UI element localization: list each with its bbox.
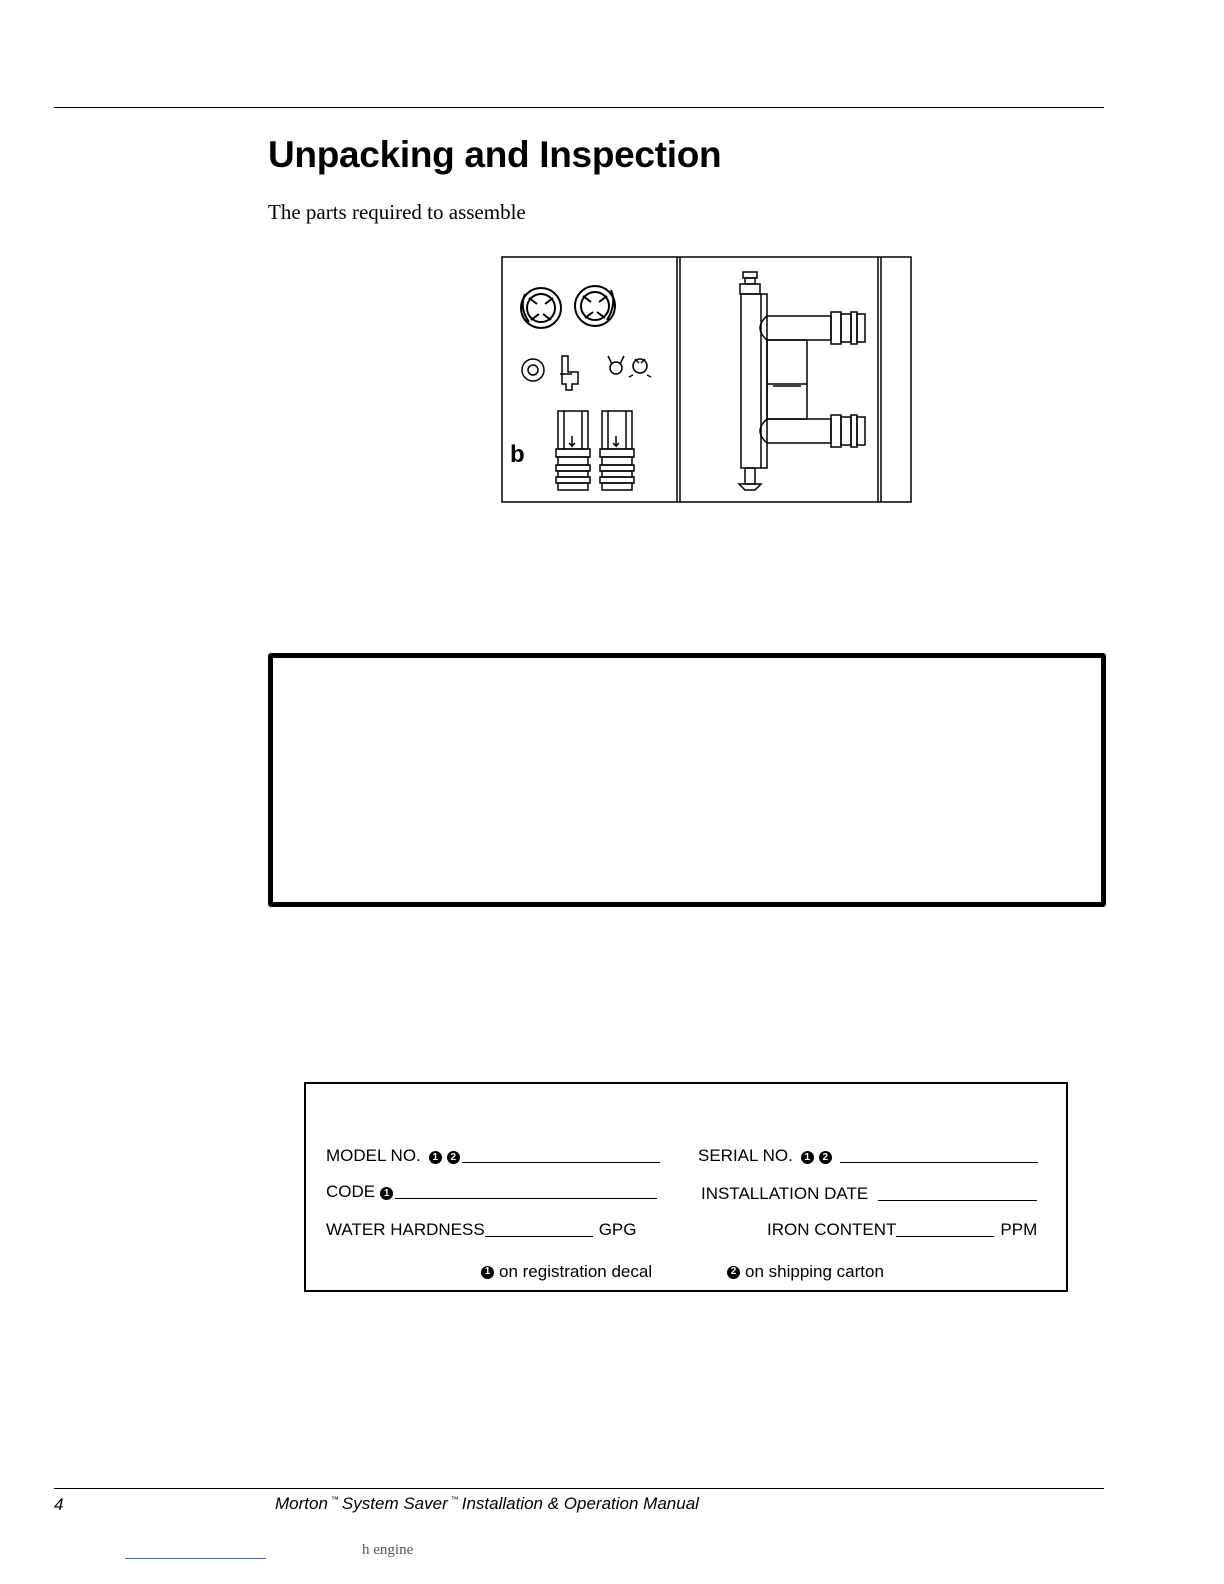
footnote-registration	[481, 1262, 652, 1282]
code-line[interactable]	[395, 1197, 657, 1199]
marker-2: 2	[819, 1151, 832, 1164]
bypass-valve	[739, 272, 865, 490]
notice-box	[268, 653, 1106, 907]
hose-clamp-right	[575, 286, 615, 326]
footer-brand: Morton	[275, 1494, 328, 1513]
marker-1: 1	[801, 1151, 814, 1164]
hardness-label: WATER HARDNESS	[326, 1220, 485, 1239]
model-line[interactable]	[462, 1161, 660, 1163]
code-label: CODE	[326, 1182, 376, 1201]
header-rule	[54, 107, 1104, 108]
elbow-fitting	[562, 356, 578, 390]
iron-line[interactable]	[896, 1235, 994, 1237]
note-shipping: on shipping carton	[745, 1262, 884, 1281]
model-label: MODEL NO.	[326, 1146, 421, 1165]
hardness-unit: GPG	[598, 1220, 637, 1239]
intro-text: The parts required to assemble	[268, 200, 526, 224]
note-registration: on registration decal	[499, 1262, 653, 1281]
footer-title	[275, 1494, 699, 1514]
marker-1: 1	[481, 1266, 494, 1279]
small-clamps	[608, 356, 651, 377]
footer-product: System Saver	[341, 1494, 448, 1513]
figure-label: b	[510, 441, 525, 468]
washer	[522, 359, 544, 381]
hardness-field	[326, 1220, 636, 1240]
hose-clamp-left	[521, 288, 561, 328]
trailing-text: h engine	[362, 1542, 414, 1558]
parts-figure	[501, 256, 912, 503]
code-field	[326, 1182, 657, 1202]
model-field	[326, 1146, 660, 1166]
marker-2: 2	[727, 1266, 740, 1279]
serial-field	[698, 1146, 1038, 1166]
trademark-mark: ™	[450, 1495, 459, 1505]
iron-label: IRON CONTENT	[767, 1220, 897, 1239]
hardness-line[interactable]	[485, 1235, 593, 1237]
footer-manual: Installation & Operation Manual	[461, 1494, 699, 1513]
installation-label: INSTALLATION DATE	[701, 1184, 869, 1203]
link-underline[interactable]	[125, 1558, 266, 1559]
footer-rule	[54, 1488, 1104, 1489]
installation-line[interactable]	[878, 1199, 1037, 1201]
iron-unit: PPM	[1000, 1220, 1038, 1239]
marker-1: 1	[429, 1151, 442, 1164]
serial-label: SERIAL NO.	[698, 1146, 793, 1165]
footnote-shipping	[727, 1262, 884, 1282]
serial-line[interactable]	[840, 1161, 1038, 1163]
trademark-mark: ™	[330, 1495, 339, 1505]
page-number: 4	[54, 1495, 64, 1514]
adapter-left	[556, 411, 590, 490]
iron-field	[767, 1220, 1037, 1240]
marker-1: 1	[380, 1187, 393, 1200]
record-box	[304, 1082, 1068, 1292]
adapter-right	[600, 411, 634, 490]
marker-2: 2	[447, 1151, 460, 1164]
installation-field	[701, 1184, 1037, 1204]
page-title: Unpacking and Inspection	[268, 134, 722, 175]
